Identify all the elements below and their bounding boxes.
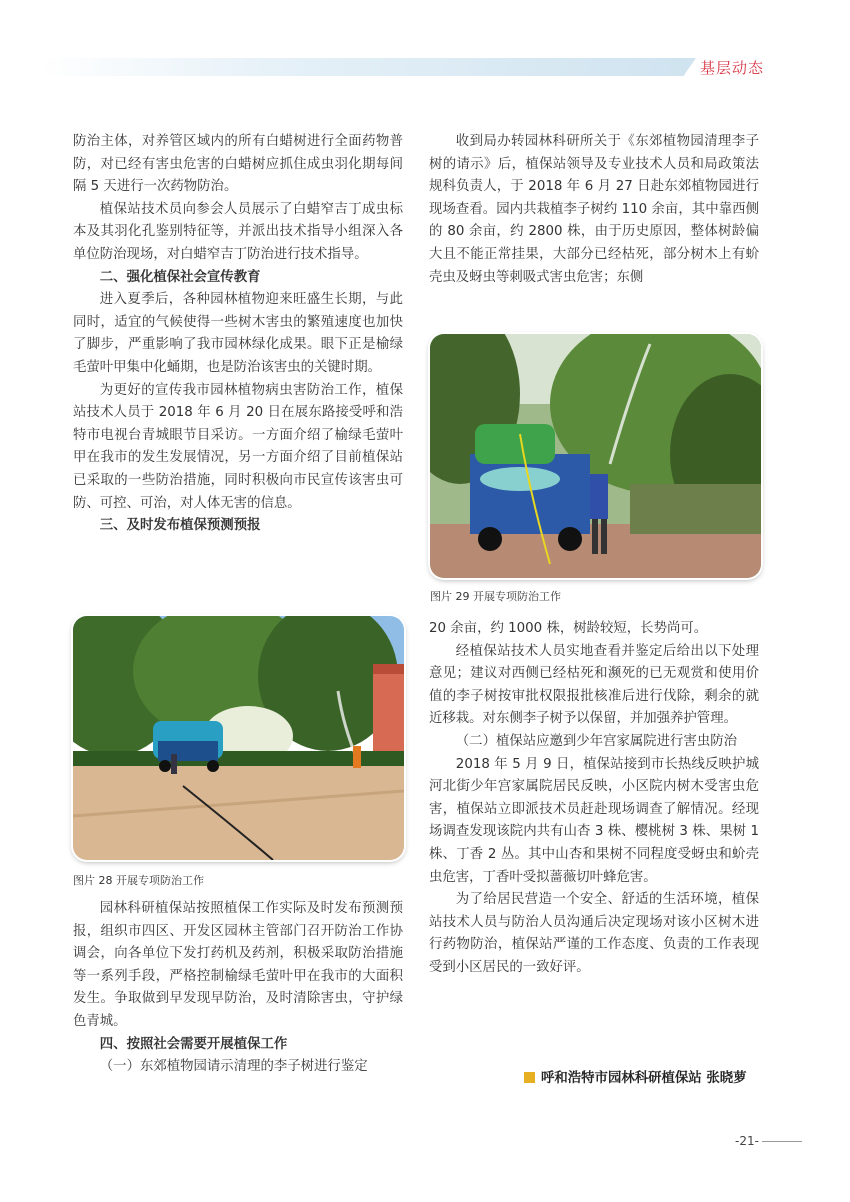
paragraph: 防治主体，对养管区域内的所有白蜡树进行全面药物普防，对已经有害虫危害的白蜡树应抓住成虫羽化期每间隔 5 天进行一次药物防治。 [73, 134, 403, 195]
paragraph: 20 余亩，约 1000 株，树龄较短，长势尚可。 [429, 621, 708, 636]
paragraph: 园林科研植保站按照植保工作实际及时发布预测预报，组织市四区、开发区园林主管部门召开防治工作协调会，向各单位下发打药机及药剂，积极采取防治措施等一系列手段，严格控制榆绿毛萤叶甲在我市的大面积发生。争取做到早发现早防治，及时清除害虫，守护绿色青城。 [73, 901, 403, 1029]
column-left-top [73, 131, 403, 538]
figure-caption: 图片 29 开展专项防治工作 [430, 590, 561, 603]
author-name: 呼和浩特市园林科研植保站 张晓萝 [541, 1071, 747, 1086]
section-title: 基层动态 [700, 59, 765, 77]
section-heading: 三、及时发布植保预测预报 [99, 518, 261, 534]
column-right-bottom [429, 618, 759, 980]
paragraph: 植保站技术员向参会人员展示了白蜡窄吉丁成虫标本及其羽化孔鉴别特征等，并派出技术指导小组深入各单位防治现场，对白蜡窄吉丁防治进行技术指导。 [73, 201, 403, 262]
paragraph: 为了给居民营造一个安全、舒适的生活环境，植保站技术人员与防治人员沟通后决定现场对该小区树木进行药物防治，植保站严谨的工作态度、负责的工作表现受到小区居民的一致好评。 [429, 892, 759, 975]
figure-caption: 图片 28 开展专项防治工作 [73, 874, 204, 887]
header-band [40, 58, 700, 76]
author-credit [524, 1067, 747, 1086]
section-heading: 四、按照社会需要开展植保工作 [99, 1036, 288, 1052]
subheading: （二）植保站应邀到少年宫家属院进行害虫防治 [455, 733, 737, 749]
paragraph: 进入夏季后，各种园林植物迎来旺盛生长期，与此同时，适宜的气候使得一些树木害虫的繁殖速度也加快了脚步，严重影响了我市园林绿化成果。眼下正是榆绿毛萤叶甲集中化蛹期，也是防治该害虫的关键时期。 [73, 292, 403, 375]
subheading: （一）东郊植物园请示清理的李子树进行鉴定 [99, 1059, 368, 1075]
page-number-rule [762, 1141, 802, 1142]
paragraph: 为更好的宣传我市园林植物病虫害防治工作，植保站技术人员于 2018 年 6 月 20 日在展东路接受呼和浩特市电视台青城眼节目采访。一方面介绍了榆绿毛萤叶甲在我市的发生发展情况，另一方面介绍了目前植保站已采取的一些防治措施，同时积极向市民宣传该害虫可防、可控、可治，对人体无害的信息。 [73, 382, 403, 511]
photo-spraying-truck-road [430, 334, 761, 578]
column-right-top [429, 131, 759, 289]
paragraph: 2018 年 5 月 9 日，植保站接到市长热线反映护城河北街少年宫家属院居民反映，小区院内树木受害虫危害，植保站立即派技术员赶赴现场调查了解情况。经现场调查发现该院内共有山杏 3 株、樱桃树 3 株、果树 1 株、丁香 2 丛。其中山杏和果树不同程度受蚜虫和蚧壳虫危害，丁香叶受拟蔷薇切叶蜂危害。 [429, 756, 759, 885]
page-number: -21- [735, 1134, 759, 1148]
paragraph: 经植保站技术人员实地查看并鉴定后给出以下处理意见；建议对西侧已经枯死和濒死的已无观赏和使用价值的李子树按审批权限报批核准后进行伐除，剩余的就近移栽。对东侧李子树予以保留，并加强养护管理。 [429, 643, 759, 727]
photo-spraying-truck-park [73, 616, 404, 860]
square-bullet-icon [524, 1072, 535, 1083]
paragraph: 收到局办转园林科研所关于《东郊植物园清理李子树的请示》后，植保站领导及专业技术人员和局政策法规科负责人，于 2018 年 6 月 27 日赴东郊植物园进行现场查看。园内共栽植李子树约 110 余亩，其中靠西侧的 80 余亩，约 2800 株，由于历史原因，整体树龄偏大且不能正常挂果，大部分已经枯死，部分树木上有蚧壳虫及蚜虫等刺吸式害虫危害；东侧 [429, 134, 759, 285]
section-heading: 二、强化植保社会宣传教育 [99, 269, 261, 285]
column-left-bottom [73, 898, 403, 1079]
